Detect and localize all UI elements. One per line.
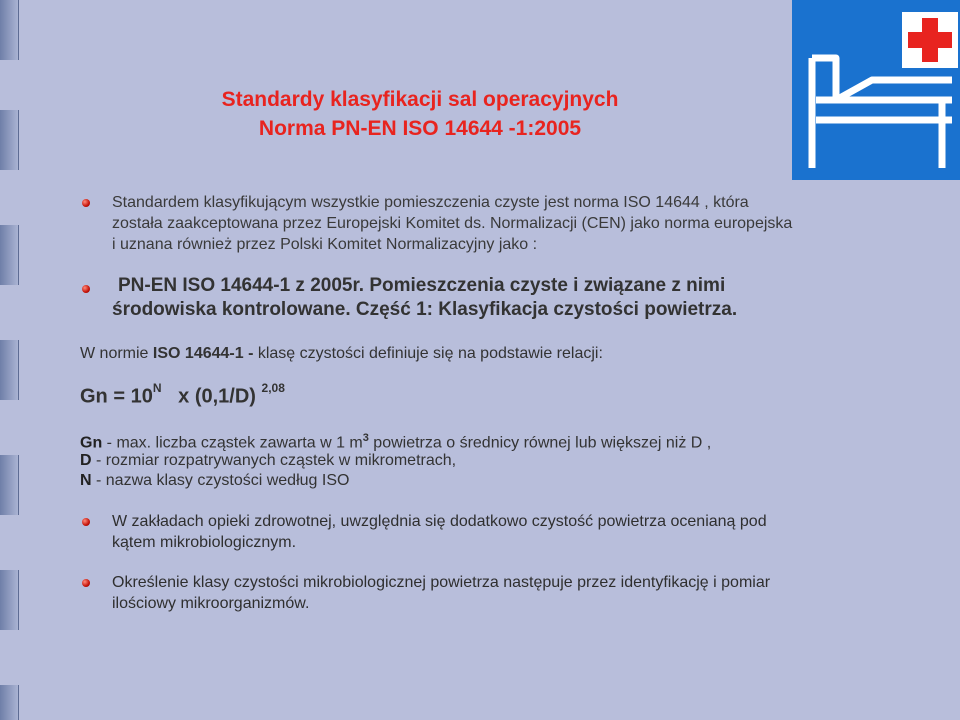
intro-line-2: została zaakceptowana przez Europejski Komitet ds. Normalizacji (CEN) jako norma europejska [112,215,793,232]
relation-suffix: klasę czystości definiuje się na podstawie relacji: [253,345,603,362]
side-bar-7 [0,685,19,720]
relation-prefix: W normie [80,345,153,362]
legend-n-symbol: N [80,472,92,489]
legend-gn-text: - max. liczba cząstek zawarta w 1 m [102,434,363,452]
hospital-bed-red-cross-icon [792,0,960,180]
legend-gn [80,432,711,452]
red-ball-bullet-icon [82,518,90,526]
note-1 [112,511,767,553]
note-2 [112,572,770,614]
intro-paragraph [112,192,792,255]
page-title-line-2: Norma PN-EN ISO 14644 -1:2005 [258,117,582,140]
red-ball-bullet-icon [82,285,90,293]
formula-exponent: 2,08 [261,381,285,395]
standard-heading [112,274,737,322]
side-bar-5 [0,455,19,515]
note-2-line-1: Określenie klasy czystości mikrobiologicznej powietrza następuje przez identyfikację i pomiar [112,574,771,591]
legend-d-symbol: D [80,452,92,469]
legend-gn-symbol: Gn [80,434,103,452]
standard-line-2: środowiska kontrolowane. Część 1: Klasyfikacja czystości powietrza. [112,299,738,320]
formula [80,381,285,409]
legend-n [80,472,349,490]
standard-line-1: PN-EN ISO 14644-1 z 2005r. Pomieszczenia czyste i związane z nimi [118,275,726,296]
intro-line-3: i uznana również przez Polski Komitet Normalizacyjny jako : [112,236,538,253]
red-ball-bullet-icon [82,199,90,207]
note-1-line-1: W zakładach opieki zdrowotnej, uwzględnia się dodatkowo czystość powietrza ocenianą pod [112,513,767,530]
side-bar-4 [0,340,19,400]
side-bar-1 [0,0,19,60]
legend-n-text: - nazwa klasy czystości według ISO [91,472,350,489]
legend-gn-sup: 3 [362,432,369,444]
formula-base: Gn = 10 [80,385,153,408]
relation-sentence [80,343,603,364]
note-2-line-2: ilościowy mikroorganizmów. [112,595,310,612]
side-bar-2 [0,110,19,170]
relation-standard: ISO 14644-1 - [152,345,254,362]
note-1-line-2: kątem mikrobiologicznym. [112,534,297,551]
legend-gn-text-2: powietrza o średnicy równej lub większej niż D , [368,434,712,452]
formula-exponent-n: N [152,381,162,395]
intro-line-1: Standardem klasyfikującym wszystkie pomieszczenia czyste jest norma ISO 14644 , która [112,194,749,211]
red-ball-bullet-icon [82,579,90,587]
legend-d-text: - rozmiar rozpatrywanych cząstek w mikrometrach, [91,452,457,469]
side-bar-3 [0,225,19,285]
formula-middle: x (0,1/D) [178,385,256,408]
page-title-line-1: Standardy klasyfikacji sal operacyjnych [221,88,619,111]
legend-d [80,452,456,470]
side-bar-6 [0,570,19,630]
